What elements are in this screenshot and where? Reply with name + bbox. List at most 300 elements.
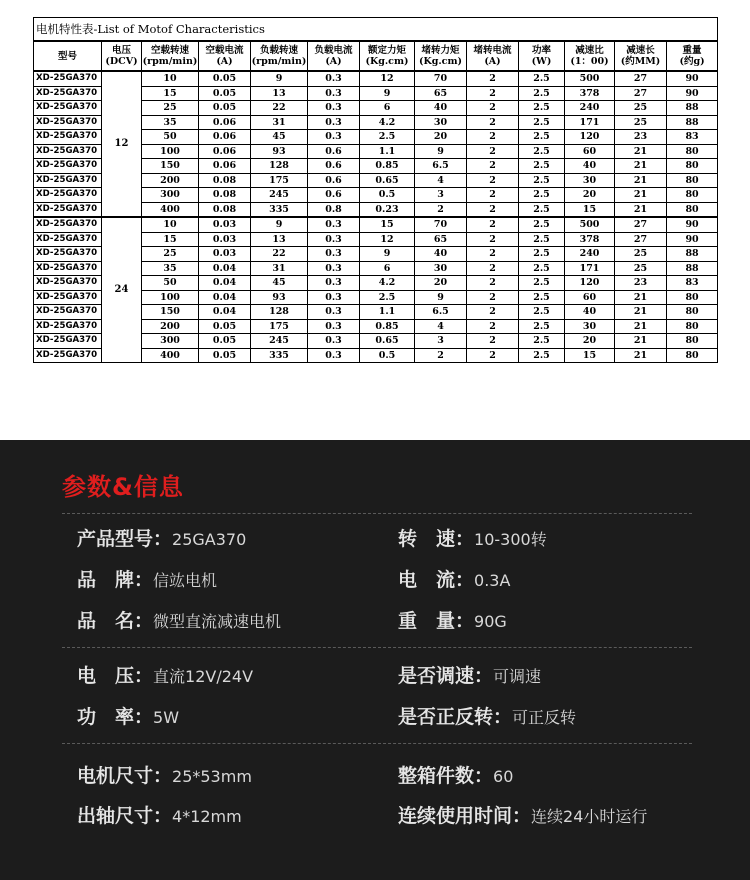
table-cell: 0.08 (199, 202, 251, 217)
column-header-unit: (rpm/min) (251, 56, 307, 67)
table-cell: 0.85 (360, 159, 415, 174)
column-header-main: 减速长 (626, 45, 655, 56)
table-cell: 13 (251, 232, 308, 247)
table-cell: 25 (142, 101, 199, 116)
voltage-value: 直流12V/24V (153, 667, 254, 686)
shaft-size-value: 4*12mm (172, 807, 242, 826)
table-cell: 0.23 (360, 202, 415, 217)
model-cell: XD-25GA370 (34, 232, 102, 247)
weight-row (398, 606, 507, 636)
table-cell: 2 (467, 101, 519, 116)
table-cell: 0.3 (308, 276, 360, 291)
table-cell: 13 (251, 86, 308, 101)
table-cell: 65 (415, 232, 467, 247)
table-cell: 0.5 (360, 188, 415, 203)
table-cell: 15 (142, 86, 199, 101)
column-header-main: 负载转速 (259, 45, 298, 56)
table-cell: 88 (667, 101, 718, 116)
model-cell: XD-25GA370 (34, 305, 102, 320)
table-cell: 80 (667, 173, 718, 188)
table-cell: 128 (251, 159, 308, 174)
table-cell: 2.5 (519, 144, 565, 159)
table-cell: 6.5 (415, 305, 467, 320)
table-cell: 0.3 (308, 115, 360, 130)
table-cell: 88 (667, 115, 718, 130)
table-cell: 0.08 (199, 173, 251, 188)
table-cell: 9 (251, 217, 308, 232)
table-cell: 31 (251, 261, 308, 276)
table-cell: 0.3 (308, 319, 360, 334)
table-cell: 21 (615, 159, 667, 174)
column-header (199, 41, 251, 71)
voltage-row (77, 661, 253, 691)
table-cell: 0.3 (308, 334, 360, 349)
table-cell: 27 (615, 232, 667, 247)
table-cell: 3 (415, 188, 467, 203)
table-cell: 0.04 (199, 305, 251, 320)
table-row (34, 71, 718, 86)
table-cell: 1.1 (360, 144, 415, 159)
table-cell: 23 (615, 130, 667, 145)
column-header-main: 额定力矩 (367, 45, 406, 56)
table-cell: 0.3 (308, 86, 360, 101)
table-cell: 50 (142, 276, 199, 291)
table-cell: 60 (565, 144, 615, 159)
table-cell: 300 (142, 334, 199, 349)
table-cell: 2.5 (519, 334, 565, 349)
table-cell: 25 (615, 261, 667, 276)
table-cell: 200 (142, 319, 199, 334)
model-cell: XD-25GA370 (34, 348, 102, 363)
table-cell: 2.5 (360, 290, 415, 305)
table-cell: 0.05 (199, 86, 251, 101)
column-header (34, 41, 102, 71)
model-label: 产品型号： (77, 528, 173, 550)
table-cell: 4 (415, 173, 467, 188)
speed-adjust-row (398, 661, 541, 691)
table-cell: 0.05 (199, 101, 251, 116)
column-header-main: 电压 (111, 45, 131, 56)
column-header-unit: (1：00) (570, 56, 609, 67)
table-cell: 30 (565, 173, 615, 188)
speed-value: 10-300转 (474, 530, 547, 549)
table-cell: 21 (615, 202, 667, 217)
table-cell: 2 (467, 71, 519, 86)
table-cell: 27 (615, 86, 667, 101)
table-cell: 90 (667, 232, 718, 247)
table-cell: 93 (251, 290, 308, 305)
table-cell: 240 (565, 247, 615, 262)
table-cell: 0.06 (199, 115, 251, 130)
table-cell: 21 (615, 305, 667, 320)
table-cell: 2 (415, 202, 467, 217)
table-cell: 0.8 (308, 202, 360, 217)
table-cell: 120 (565, 130, 615, 145)
table-cell: 22 (251, 247, 308, 262)
column-header-main: 重量 (682, 45, 702, 56)
table-cell: 0.6 (308, 159, 360, 174)
model-cell: XD-25GA370 (34, 261, 102, 276)
column-header-unit: (约MM) (620, 56, 661, 67)
table-cell: 21 (615, 188, 667, 203)
table-cell: 9 (415, 290, 467, 305)
reverse-row (398, 702, 576, 732)
table-cell: 175 (251, 319, 308, 334)
table-cell: 15 (360, 217, 415, 232)
table-cell: 35 (142, 115, 199, 130)
table-cell: 0.65 (360, 173, 415, 188)
current-value: 0.3A (474, 571, 511, 590)
voltage-label: 电 压： (77, 665, 154, 687)
table-cell: 12 (360, 71, 415, 86)
name-value: 微型直流减速电机 (153, 612, 282, 631)
table-cell: 4.2 (360, 276, 415, 291)
model-cell: XD-25GA370 (34, 115, 102, 130)
table-cell: 70 (415, 217, 467, 232)
current-row (398, 565, 510, 595)
table-cell: 30 (565, 319, 615, 334)
table-cell: 2 (467, 159, 519, 174)
table-cell: 2.5 (519, 173, 565, 188)
table-cell: 2 (467, 86, 519, 101)
table-cell: 21 (615, 290, 667, 305)
model-cell: XD-25GA370 (34, 144, 102, 159)
table-cell: 335 (251, 202, 308, 217)
table-body (34, 71, 718, 363)
table-cell: 245 (251, 188, 308, 203)
speed-adjust-value: 可调速 (493, 667, 542, 686)
table-cell: 2 (467, 144, 519, 159)
table-cell: 2.5 (360, 130, 415, 145)
table-cell: 2 (467, 348, 519, 363)
reverse-label: 是否正反转： (398, 706, 513, 728)
table-cell: 80 (667, 319, 718, 334)
column-header (667, 41, 718, 71)
table-cell: 6.5 (415, 159, 467, 174)
table-cell: 20 (415, 130, 467, 145)
table-cell: 9 (360, 86, 415, 101)
column-header-main: 减速比 (575, 45, 604, 56)
name-row (77, 606, 281, 636)
model-value: 25GA370 (172, 530, 247, 549)
table-cell: 6 (360, 101, 415, 116)
table-cell: 400 (142, 348, 199, 363)
table-cell: 80 (667, 305, 718, 320)
voltage-cell: 12 (102, 71, 142, 217)
table-cell: 30 (415, 115, 467, 130)
current-label: 电 流： (398, 569, 475, 591)
table-cell: 0.3 (308, 305, 360, 320)
table-cell: 2.5 (519, 130, 565, 145)
table-cell: 0.04 (199, 261, 251, 276)
brand-row (77, 565, 217, 595)
table-cell: 21 (615, 334, 667, 349)
table-cell: 31 (251, 115, 308, 130)
table-cell: 378 (565, 86, 615, 101)
column-header-unit: (Kg.cm) (418, 56, 463, 67)
table-cell: 20 (565, 188, 615, 203)
table-cell: 83 (667, 276, 718, 291)
table-cell: 40 (565, 159, 615, 174)
table-cell: 45 (251, 276, 308, 291)
table-cell: 2 (467, 305, 519, 320)
table-cell: 12 (360, 232, 415, 247)
column-header (360, 41, 415, 71)
table-cell: 0.05 (199, 319, 251, 334)
column-header-main: 负载电流 (314, 45, 353, 56)
model-cell: XD-25GA370 (34, 247, 102, 262)
table-cell: 100 (142, 290, 199, 305)
table-cell: 2.5 (519, 290, 565, 305)
table-cell: 27 (615, 71, 667, 86)
table-cell: 40 (565, 305, 615, 320)
table-cell: 2.5 (519, 101, 565, 116)
table-cell: 150 (142, 159, 199, 174)
table-cell: 65 (415, 86, 467, 101)
info-title: 参数&信息 (62, 473, 184, 501)
table-cell: 300 (142, 188, 199, 203)
table-cell: 0.05 (199, 71, 251, 86)
table-cell: 2 (467, 261, 519, 276)
column-header (102, 41, 142, 71)
box-qty-label: 整箱件数： (398, 765, 494, 787)
table-cell: 2 (467, 334, 519, 349)
table-cell: 45 (251, 130, 308, 145)
power-label: 功 率： (77, 706, 154, 728)
table-cell: 0.65 (360, 334, 415, 349)
brand-value: 信竑电机 (153, 571, 218, 590)
table-cell: 6 (360, 261, 415, 276)
table-cell: 1.1 (360, 305, 415, 320)
column-header-unit: (A) (325, 56, 342, 67)
brand-label: 品 牌： (77, 569, 154, 591)
reverse-value: 可正反转 (512, 708, 577, 727)
table-cell: 0.3 (308, 261, 360, 276)
table-cell: 2.5 (519, 232, 565, 247)
continuous-use-value: 连续24小时运行 (531, 807, 648, 826)
table-cell: 2.5 (519, 276, 565, 291)
table-cell: 22 (251, 101, 308, 116)
column-header-unit: (Kg.cm) (365, 56, 409, 67)
column-header-main: 堵转电流 (473, 45, 512, 56)
table-cell: 88 (667, 261, 718, 276)
table-cell: 21 (615, 173, 667, 188)
table-cell: 2 (467, 247, 519, 262)
table-cell: 2.5 (519, 115, 565, 130)
table-cell: 83 (667, 130, 718, 145)
table-cell: 90 (667, 86, 718, 101)
table-cell: 2.5 (519, 159, 565, 174)
table-cell: 40 (415, 101, 467, 116)
table-cell: 0.03 (199, 217, 251, 232)
table-cell: 35 (142, 261, 199, 276)
table-cell: 175 (251, 173, 308, 188)
voltage-cell: 24 (102, 217, 142, 363)
table-cell: 80 (667, 334, 718, 349)
model-cell: XD-25GA370 (34, 173, 102, 188)
motor-size-row (77, 761, 252, 791)
table-cell: 80 (667, 144, 718, 159)
table-cell: 120 (565, 276, 615, 291)
column-header (615, 41, 667, 71)
table-cell: 0.03 (199, 232, 251, 247)
speed-label: 转 速： (398, 528, 475, 550)
model-cell: XD-25GA370 (34, 71, 102, 86)
table-cell: 21 (615, 348, 667, 363)
table-cell: 2 (467, 115, 519, 130)
column-header (251, 41, 308, 71)
table-cell: 3 (415, 334, 467, 349)
column-header-main: 空载转速 (150, 45, 189, 56)
table-cell: 2.5 (519, 348, 565, 363)
table-cell: 0.04 (199, 290, 251, 305)
table-cell: 0.6 (308, 188, 360, 203)
model-row (77, 524, 246, 554)
table-cell: 10 (142, 71, 199, 86)
divider (62, 743, 692, 744)
table-cell: 88 (667, 247, 718, 262)
table-cell: 335 (251, 348, 308, 363)
table-row (34, 217, 718, 232)
table-cell: 245 (251, 334, 308, 349)
table-cell: 378 (565, 232, 615, 247)
model-cell: XD-25GA370 (34, 276, 102, 291)
model-cell: XD-25GA370 (34, 101, 102, 116)
table-cell: 171 (565, 115, 615, 130)
table-cell: 0.05 (199, 334, 251, 349)
table-cell: 100 (142, 144, 199, 159)
box-qty-value: 60 (493, 767, 514, 786)
speed-row (398, 524, 547, 554)
motor-size-value: 25*53mm (172, 767, 252, 786)
column-header (142, 41, 199, 71)
table-cell: 2 (467, 217, 519, 232)
column-header (467, 41, 519, 71)
table-cell: 10 (142, 217, 199, 232)
shaft-size-row (77, 801, 242, 831)
table-cell: 0.3 (308, 130, 360, 145)
continuous-use-row (398, 801, 647, 831)
table-cell: 23 (615, 276, 667, 291)
column-header-unit: (A) (484, 56, 501, 67)
column-header-main: 空载电流 (205, 45, 244, 56)
table-cell: 0.6 (308, 173, 360, 188)
table-cell: 9 (415, 144, 467, 159)
table-cell: 128 (251, 305, 308, 320)
table-cell: 2.5 (519, 71, 565, 86)
table-cell: 2.5 (519, 188, 565, 203)
table-cell: 25 (142, 247, 199, 262)
info-panel (0, 440, 750, 880)
model-cell: XD-25GA370 (34, 217, 102, 232)
table-cell: 2.5 (519, 261, 565, 276)
power-row (77, 702, 179, 732)
table-cell: 15 (565, 348, 615, 363)
shaft-size-label: 出轴尺寸： (77, 805, 173, 827)
column-header (519, 41, 565, 71)
table-cell: 80 (667, 202, 718, 217)
table-cell: 0.08 (199, 188, 251, 203)
table-title: 电机特性表-List of Motof Characteristics (34, 18, 718, 42)
column-header (415, 41, 467, 71)
continuous-use-label: 连续使用时间： (398, 805, 532, 827)
table-header-row (34, 41, 718, 71)
table-cell: 15 (142, 232, 199, 247)
table-cell: 0.05 (199, 348, 251, 363)
model-cell: XD-25GA370 (34, 202, 102, 217)
table-cell: 2 (467, 188, 519, 203)
table-cell: 9 (251, 71, 308, 86)
table-cell: 40 (415, 247, 467, 262)
table-cell: 25 (615, 115, 667, 130)
table-cell: 400 (142, 202, 199, 217)
model-cell: XD-25GA370 (34, 86, 102, 101)
model-cell: XD-25GA370 (34, 290, 102, 305)
table-cell: 2 (467, 276, 519, 291)
table-cell: 200 (142, 173, 199, 188)
model-cell: XD-25GA370 (34, 159, 102, 174)
table-cell: 0.3 (308, 247, 360, 262)
column-header-main: 堵转力矩 (421, 45, 460, 56)
table-cell: 90 (667, 71, 718, 86)
table-cell: 2.5 (519, 247, 565, 262)
table-cell: 0.04 (199, 276, 251, 291)
divider (62, 647, 692, 648)
table-cell: 9 (360, 247, 415, 262)
weight-label: 重 量： (398, 610, 475, 632)
table-cell: 0.3 (308, 348, 360, 363)
table-cell: 80 (667, 188, 718, 203)
table-cell: 0.3 (308, 217, 360, 232)
model-cell: XD-25GA370 (34, 334, 102, 349)
column-header-unit: (DCV) (105, 56, 138, 67)
speed-adjust-label: 是否调速： (398, 665, 494, 687)
table-cell: 80 (667, 290, 718, 305)
column-header-unit: (A) (216, 56, 233, 67)
table-cell: 4.2 (360, 115, 415, 130)
table-cell: 0.3 (308, 232, 360, 247)
table-cell: 0.06 (199, 144, 251, 159)
table-cell: 500 (565, 217, 615, 232)
table-cell: 0.3 (308, 71, 360, 86)
column-header-main: 型号 (57, 50, 77, 62)
table-cell: 93 (251, 144, 308, 159)
spec-table-section (33, 17, 718, 363)
table-cell: 20 (415, 276, 467, 291)
column-header (308, 41, 360, 71)
model-cell: XD-25GA370 (34, 319, 102, 334)
table-cell: 20 (565, 334, 615, 349)
table-cell: 30 (415, 261, 467, 276)
name-label: 品 名： (77, 610, 154, 632)
table-cell: 21 (615, 144, 667, 159)
table-cell: 4 (415, 319, 467, 334)
table-cell: 80 (667, 159, 718, 174)
table-cell: 0.3 (308, 290, 360, 305)
table-cell: 2 (467, 290, 519, 305)
table-cell: 2.5 (519, 217, 565, 232)
table-cell: 2.5 (519, 319, 565, 334)
motor-size-label: 电机尺寸： (77, 765, 173, 787)
weight-value: 90G (474, 612, 507, 631)
table-cell: 0.03 (199, 247, 251, 262)
table-cell: 2 (467, 173, 519, 188)
table-cell: 150 (142, 305, 199, 320)
motor-characteristics-table (33, 17, 718, 363)
table-cell: 0.85 (360, 319, 415, 334)
table-cell: 25 (615, 247, 667, 262)
column-header-unit: (W) (531, 56, 552, 67)
